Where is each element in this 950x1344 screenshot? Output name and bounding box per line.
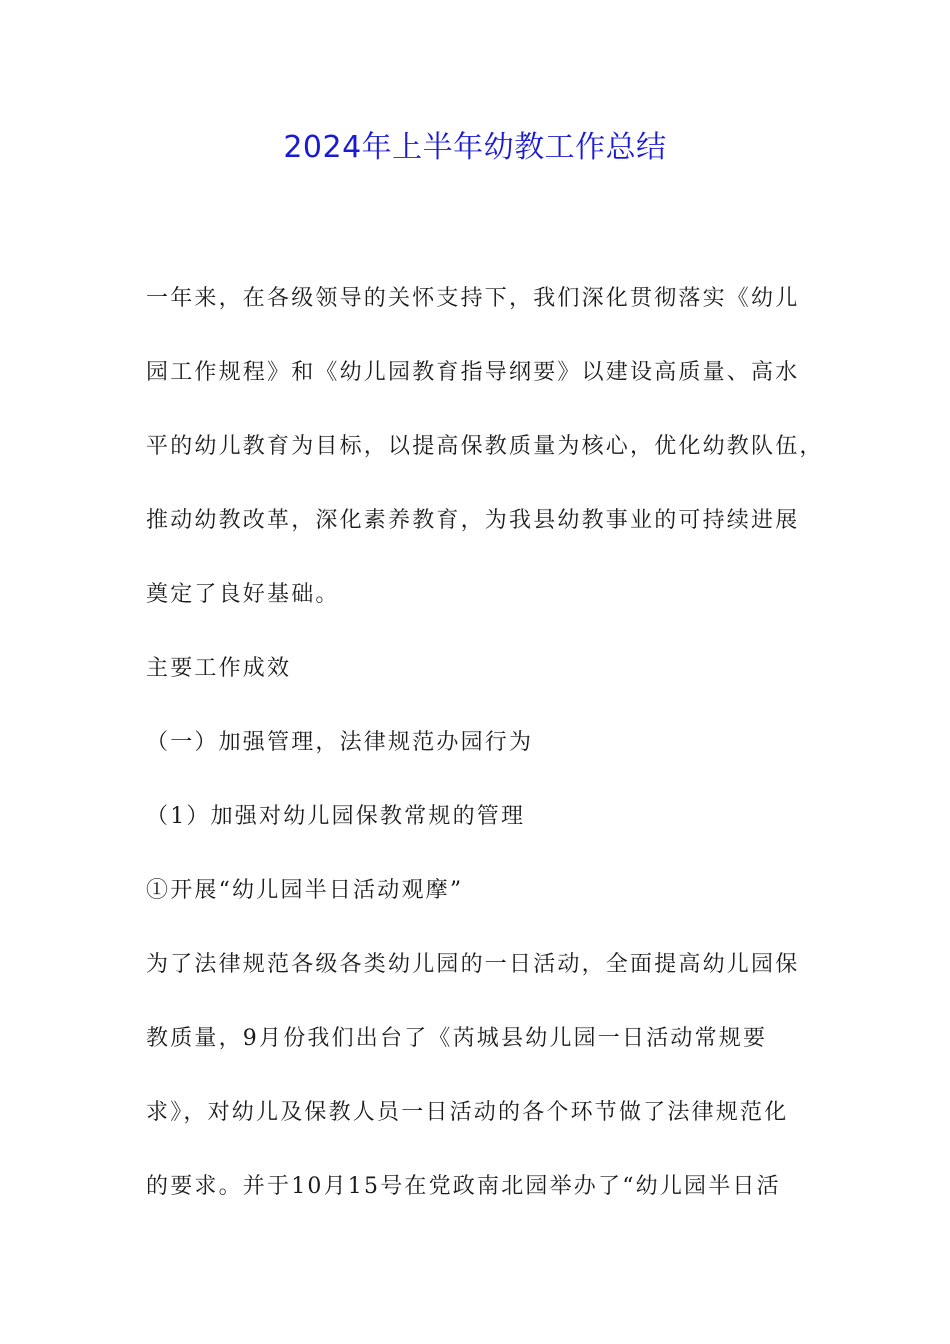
text-line: 推动幼教改革，深化素养教育，为我县幼教事业的可持续进展 <box>146 508 800 533</box>
text-line: 为了法律规范各级各类幼儿园的一日活动，全面提高幼儿园保 <box>146 952 800 977</box>
paragraph-body <box>146 928 810 1224</box>
text-line: 主要工作成效 <box>146 656 292 681</box>
text-line: ①开展“幼儿园半日活动观摩” <box>146 878 464 903</box>
document-title: 2024年上半年幼教工作总结 <box>283 130 667 165</box>
subsection-heading <box>146 780 810 854</box>
item-heading <box>146 854 810 928</box>
text-line: 的要求。并于10月15号在党政南北园举办了“幼儿园半日活 <box>146 1174 781 1199</box>
text-line: 教质量，9月份我们出台了《芮城县幼儿园一日活动常规要 <box>146 1026 768 1051</box>
text-line: 一年来，在各级领导的关怀支持下，我们深化贯彻落实《幼儿 <box>146 286 800 311</box>
subsection-heading <box>146 706 810 780</box>
section-heading <box>146 632 810 706</box>
paragraph-intro <box>146 262 824 632</box>
text-line: 求》，对幼儿及保教人员一日活动的各个环节做了法律规范化 <box>146 1100 789 1125</box>
text-line: 奠定了良好基础。 <box>146 582 340 607</box>
text-line: 园工作规程》和《幼儿园教育指导纲要》以建设高质量、高水 <box>146 360 800 385</box>
text-line: （一）加强管理，法律规范办园行为 <box>146 730 534 755</box>
text-line: 平的幼儿教育为目标，以提高保教质量为核心，优化幼教队伍， <box>146 434 824 459</box>
text-line: （1）加强对幼儿园保教常规的管理 <box>146 804 526 829</box>
document-body <box>146 262 824 1224</box>
